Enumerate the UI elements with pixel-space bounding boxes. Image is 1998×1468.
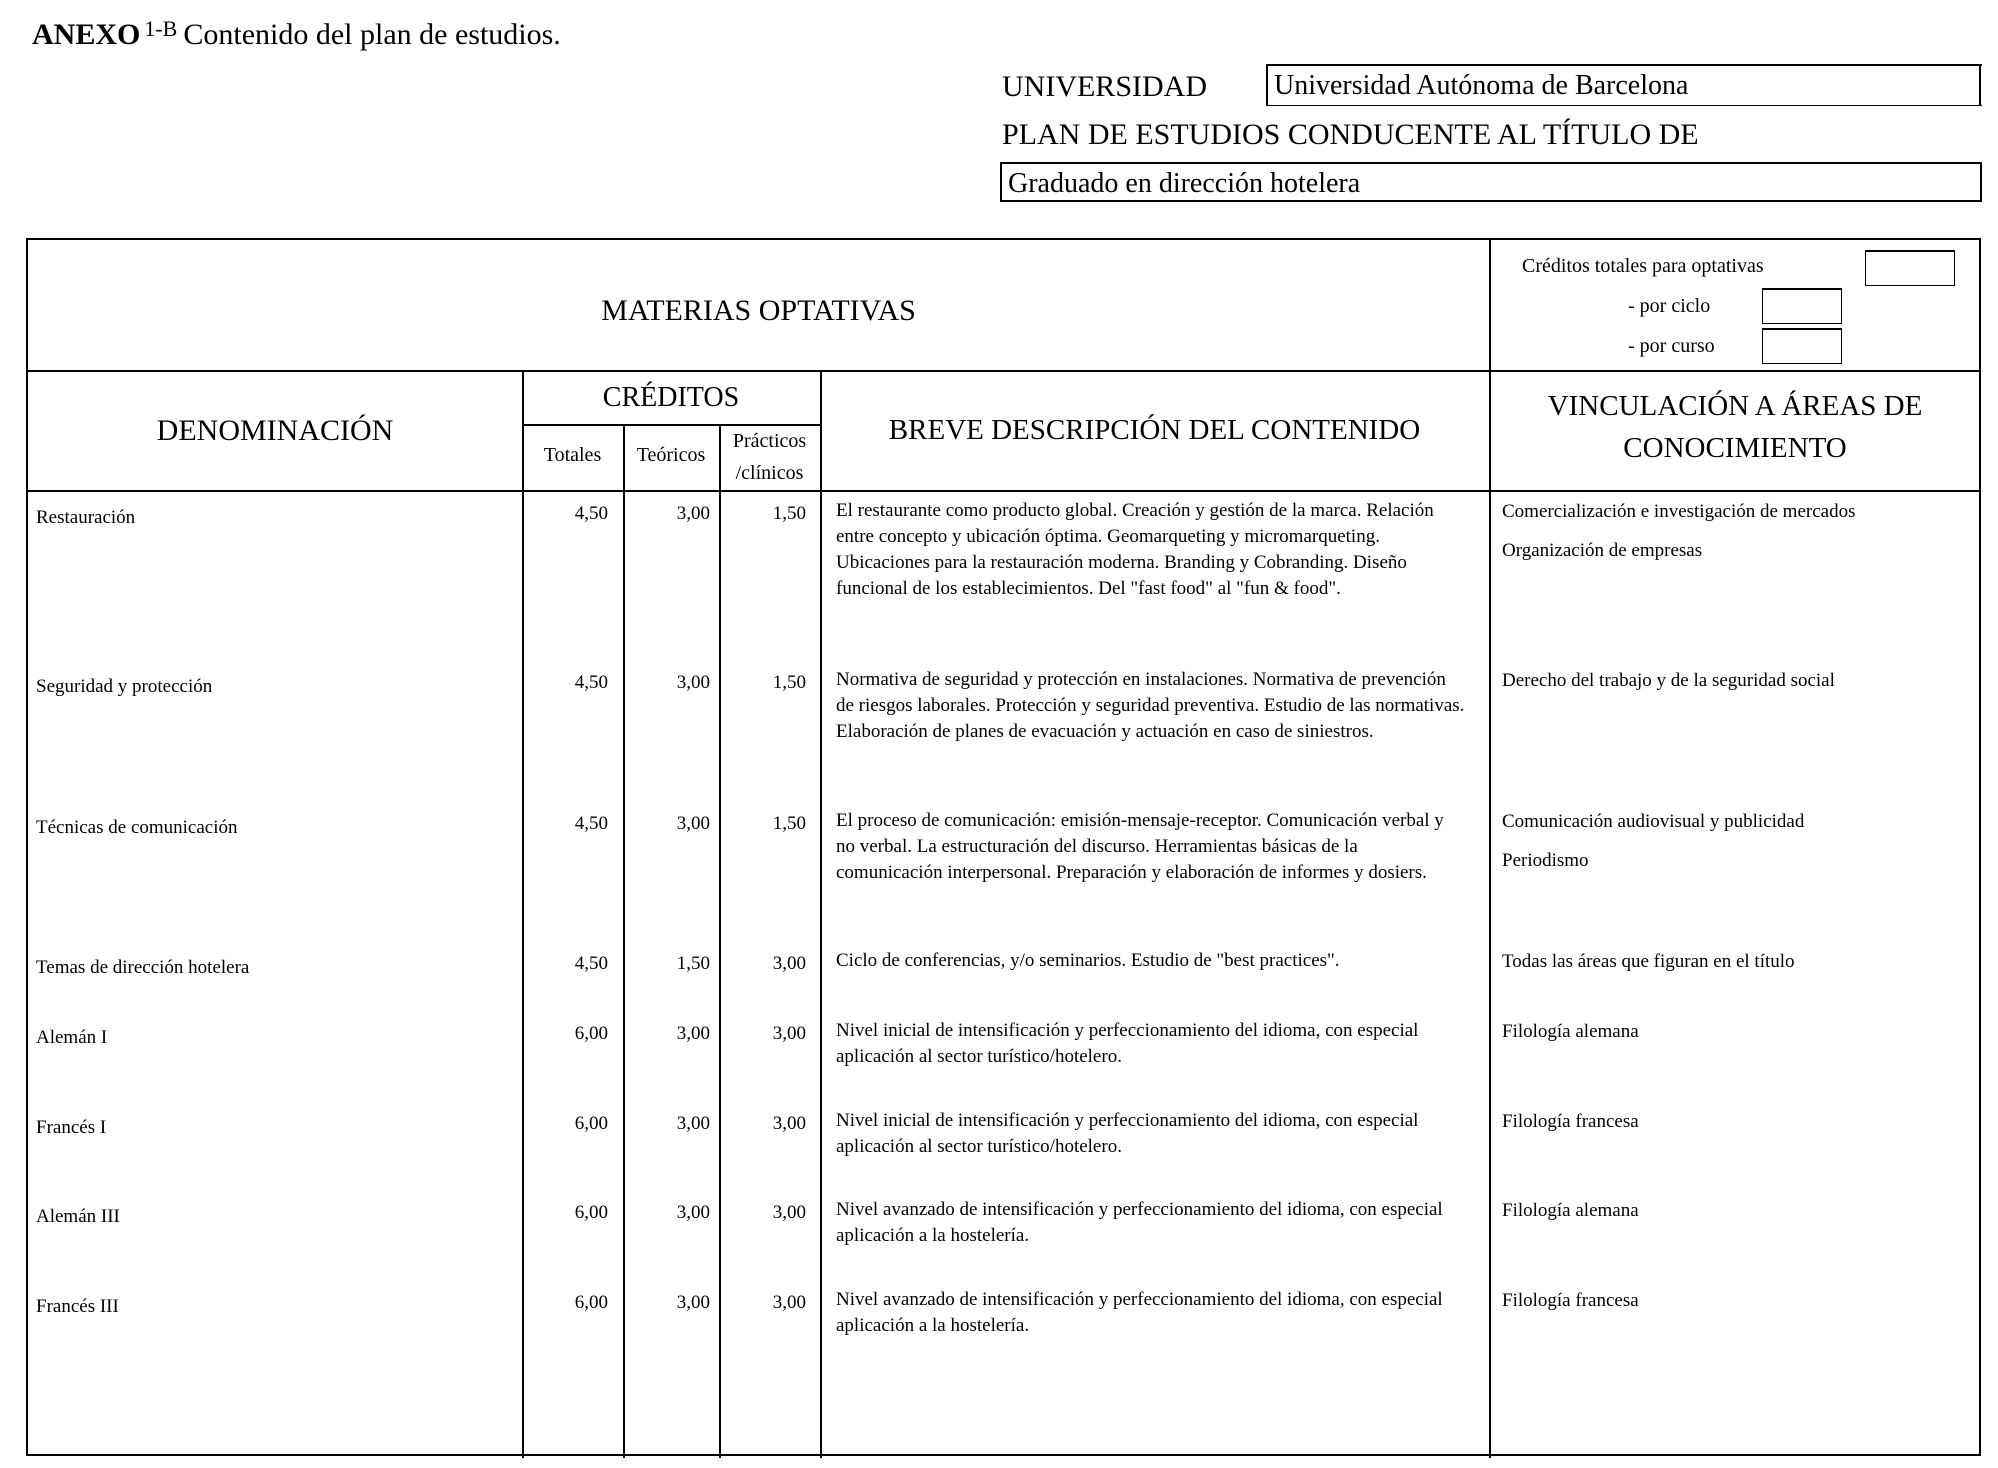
title-field — [1000, 162, 1982, 202]
row-description: Ciclo de conferencias, y/o seminarios. Estudio de "best practices". — [836, 950, 1340, 971]
col-creditos: CRÉDITOS — [602, 382, 740, 413]
row-name: Francés III — [36, 1296, 119, 1317]
row-teoricos: 3,00 — [676, 1292, 710, 1313]
row-area: Filología francesa — [1502, 1290, 1639, 1311]
row-area: Todas las áreas que figuran en el título — [1502, 951, 1795, 972]
row-teoricos: 3,00 — [676, 813, 710, 834]
row-teoricos: 3,00 — [676, 1113, 710, 1134]
row-area: Derecho del trabajo y de la seguridad social — [1502, 670, 1835, 691]
row-area: Comunicación audiovisual y publicidad — [1502, 811, 1805, 832]
row-totales: 6,00 — [574, 1202, 608, 1223]
col-descripcion: BREVE DESCRIPCIÓN DEL CONTENIDO — [888, 414, 1421, 446]
col-vinculacion-line1: VINCULACIÓN A ÁREAS DE — [1547, 390, 1923, 422]
rule-col-descripcion — [820, 370, 822, 1458]
col-practicos-line1: Prácticos — [732, 430, 807, 452]
row-name: Alemán III — [36, 1206, 120, 1227]
rule-title-bottom — [28, 370, 1979, 372]
row-name: Alemán I — [36, 1027, 108, 1048]
annex-title: Contenido del plan de estudios. — [183, 18, 561, 51]
row-description: Nivel avanzado de intensificación y perfeccionamiento del idioma, con especial aplicación a la hostelería. — [836, 1199, 1443, 1246]
row-totales: 4,50 — [574, 813, 608, 834]
row-description: Nivel avanzado de intensificación y perfeccionamiento del idioma, con especial aplicación a la hostelería. — [836, 1289, 1443, 1336]
row-practicos: 1,50 — [772, 503, 806, 524]
row-practicos: 3,00 — [772, 1292, 806, 1313]
university-label: UNIVERSIDAD — [1002, 70, 1207, 103]
row-description: El restaurante como producto global. Creación y gestión de la marca. Relación entre concepto y ubicación óptima. Geomarqueting y micromarqueting. Ubicaciones para la restauración moderna. Branding y Cobranding. Diseño funcional de los establecimientos. Del "fast food" al "fun & food". — [836, 500, 1434, 599]
row-practicos: 3,00 — [772, 953, 806, 974]
rule-col-practicos — [719, 424, 721, 1458]
row-area: Filología alemana — [1502, 1200, 1639, 1221]
row-totales: 4,50 — [574, 503, 608, 524]
annex-label: ANEXO — [32, 18, 141, 51]
row-totales: 4,50 — [574, 953, 608, 974]
row-area: Filología francesa — [1502, 1111, 1639, 1132]
row-practicos: 3,00 — [772, 1113, 806, 1134]
per-course-label: - por curso — [1628, 335, 1715, 357]
row-practicos: 3,00 — [772, 1202, 806, 1223]
col-practicos-line2: /clínicos — [735, 462, 804, 484]
row-description: Nivel inicial de intensificación y perfeccionamiento del idioma, con especial aplicación al sector turístico/hotelero. — [836, 1110, 1419, 1157]
row-area: Filología alemana — [1502, 1021, 1639, 1042]
col-vinculacion-line2: CONOCIMIENTO — [1623, 432, 1847, 464]
row-teoricos: 3,00 — [676, 1202, 710, 1223]
row-teoricos: 3,00 — [676, 503, 710, 524]
row-name: Restauración — [36, 507, 136, 528]
row-totales: 6,00 — [574, 1292, 608, 1313]
row-teoricos: 1,50 — [676, 953, 710, 974]
row-name: Francés I — [36, 1117, 107, 1138]
optional-subjects-table — [26, 238, 1981, 1456]
row-practicos: 3,00 — [772, 1023, 806, 1044]
university-value: Universidad Autónoma de Barcelona — [1274, 70, 1689, 101]
rule-col-teoricos — [623, 424, 625, 1458]
col-totales: Totales — [543, 444, 602, 466]
row-totales: 6,00 — [574, 1023, 608, 1044]
credits-total-label: Créditos totales para optativas — [1522, 255, 1764, 277]
col-teoricos: Teóricos — [636, 444, 706, 466]
row-name: Temas de dirección hotelera — [36, 957, 250, 978]
row-area: Organización de empresas — [1502, 540, 1703, 561]
annex-heading — [32, 18, 561, 50]
per-course-box — [1762, 328, 1842, 364]
row-teoricos: 3,00 — [676, 672, 710, 693]
university-field — [1266, 64, 1982, 106]
plan-label: PLAN DE ESTUDIOS CONDUCENTE AL TÍTULO DE — [1002, 118, 1699, 151]
row-description: Normativa de seguridad y protección en instalaciones. Normativa de prevención de riesgos laborales. Protección y seguridad preventiva. Estudio de las normativas. Elaboración de planes de evacuación y actuación en caso de siniestros. — [836, 669, 1465, 742]
row-practicos: 1,50 — [772, 672, 806, 693]
per-cycle-label: - por ciclo — [1628, 295, 1711, 317]
annex-code: 1-B — [144, 16, 178, 41]
row-totales: 6,00 — [574, 1113, 608, 1134]
col-denominacion: DENOMINACIÓN — [156, 414, 394, 447]
row-description: Nivel inicial de intensificación y perfeccionamiento del idioma, con especial aplicación al sector turístico/hotelero. — [836, 1020, 1419, 1067]
row-area: Periodismo — [1502, 850, 1589, 871]
rule-col-totales — [522, 370, 524, 1458]
row-totales: 4,50 — [574, 672, 608, 693]
row-name: Seguridad y protección — [36, 676, 213, 697]
university-field-edge — [1979, 64, 1981, 106]
per-cycle-box — [1762, 288, 1842, 324]
title-value: Graduado en dirección hotelera — [1008, 168, 1361, 199]
row-teoricos: 3,00 — [676, 1023, 710, 1044]
row-practicos: 1,50 — [772, 813, 806, 834]
row-area: Comercialización e investigación de mercados — [1502, 501, 1856, 522]
credits-total-box — [1865, 250, 1955, 286]
row-description: El proceso de comunicación: emisión-mensaje-receptor. Comunicación verbal y no verbal. La estructuración del discurso. Herramientas básicas de la comunicación interpersonal. Preparación y elaboración de informes y dosiers. — [836, 810, 1444, 883]
section-title: MATERIAS OPTATIVAS — [601, 294, 916, 327]
row-name: Técnicas de comunicación — [36, 817, 238, 838]
rule-col-areas — [1489, 240, 1491, 1458]
